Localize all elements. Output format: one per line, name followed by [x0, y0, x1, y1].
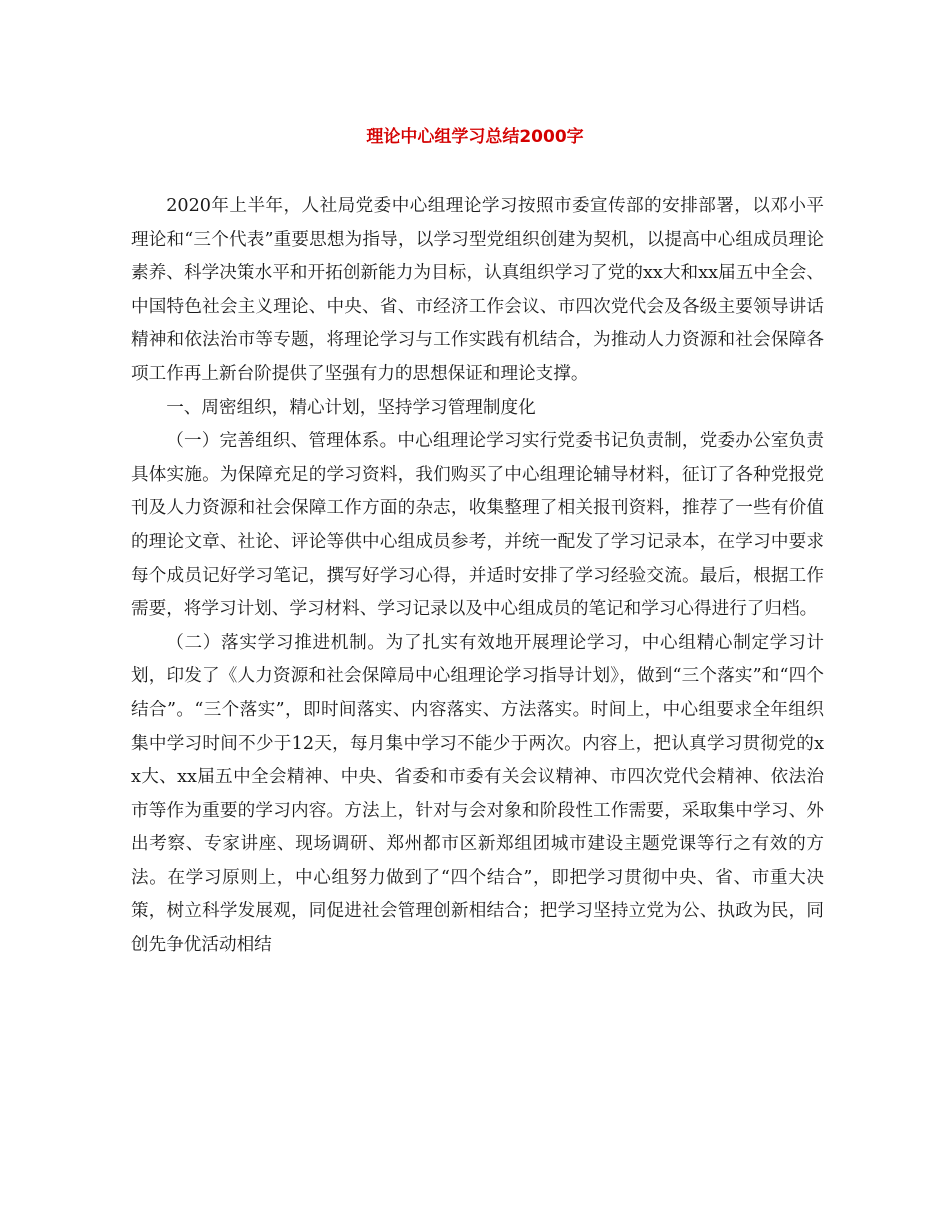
document-title: 理论中心组学习总结2000字	[366, 127, 584, 147]
paragraph-subsection-1: （一）完善组织、管理体系。中心组理论学习实行党委书记负责制，党委办公室负责具体实施。为保障充足的学习资料，我们购买了中心组理论辅导材料，征订了各种党报党刊及人力资源和社会保障工作方面的杂志，收集整理了相关报刊资料，推荐了一些有价值的理论文章、社论、评论等供中心组成员参考，并统一配发了学习记录本，在学习中要求每个成员记好学习笔记，撰写好学习心得，并适时安排了学习经验交流。最后，根据工作需要，将学习计划、学习材料、学习记录以及中心组成员的笔记和学习心得进行了归档。	[131, 431, 824, 620]
paragraph-intro: 2020年上半年，人社局党委中心组理论学习按照市委宣传部的安排部署，以邓小平理论和“三个代表”重要思想为指导，以学习型党组织创建为契机，以提高中心组成员理论素养、科学决策水平和开拓创新能力为目标，认真组织学习了党的xx大和xx届五中全会、中国特色社会主义理论、中央、省、市经济工作会议、市四次党代会及各级主要领导讲话精神和依法治市等专题，将理论学习与工作实践有机结合，为推动人力资源和社会保障各项工作再上新台阶提供了坚强有力的思想保证和理论支撑。	[131, 196, 824, 384]
section-heading-1: 一、周密组织，精心计划，坚持学习管理制度化	[166, 397, 536, 418]
paragraph-subsection-2: （二）落实学习推进机制。为了扎实有效地开展理论学习，中心组精心制定学习计划，印发了《人力资源和社会保障局中心组理论学习指导计划》，做到“三个落实”和“四个结合”。“三个落实”，即时间落实、内容落实、方法落实。时间上，中心组要求全年组织集中学习时间不少于12天，每月集中学习不能少于两次。内容上，把认真学习贯彻党的xx大、xx届五中全会精神、中央、省委和市委有关会议精神、市四次党代会精神、依法治市等作为重要的学习内容。方法上，针对与会对象和阶段性工作需要，采取集中学习、外出考察、专家讲座、现场调研、郑州都市区新郑组团城市建设主题党课等行之有效的方法。在学习原则上，中心组努力做到了“四个结合”，即把学习贯彻中央、省、市重大决策，树立科学发展观，同促进社会管理创新相结合；把学习坚持立党为公、执政为民，同创先争优活动相结	[131, 632, 824, 956]
document-body	[131, 190, 824, 963]
